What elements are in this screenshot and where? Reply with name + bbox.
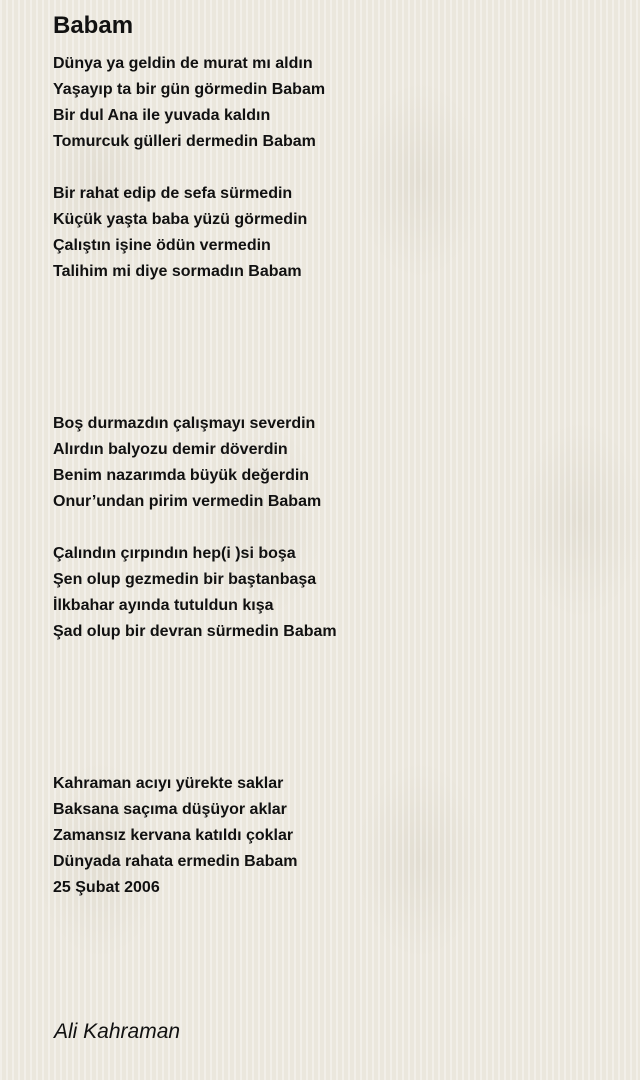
poem-line: Çalıştın işine ödün vermedin [53,237,271,254]
poem-line: Bir rahat edip de sefa sürmedin [53,185,293,202]
poem-line: Benim nazarımda büyük değerdin [53,467,310,484]
poem-author: Ali Kahraman [54,1020,181,1043]
stanza-1 [53,51,325,155]
stanza-3 [53,411,321,515]
poem-line: Zamansız kervana katıldı çoklar [53,827,294,844]
poem-line: Boş durmazdın çalışmayı severdin [53,415,316,432]
poem-line: Talihim mi diye sormadın Babam [53,263,302,280]
poem-line: Bir dul Ana ile yuvada kaldın [53,107,271,124]
poem-line: Küçük yaşta baba yüzü görmedin [53,211,308,228]
poem-line: Dünyada rahata ermedin Babam [53,853,298,870]
stanza-4 [53,541,337,645]
poem-line: İlkbahar ayında tutuldun kışa [53,597,274,614]
poem-line: Kahraman acıyı yürekte saklar [53,775,284,792]
poem-line: Alırdın balyozu demir döverdin [53,441,288,458]
poem-line: Çalındın çırpındın hep(i )si boşa [53,545,296,562]
poem-line: Tomurcuk gülleri dermedin Babam [53,133,316,150]
poem-line: Baksana saçıma düşüyor aklar [53,801,287,818]
poem-line: Onur’undan pirim vermedin Babam [53,493,322,510]
poem-line: Şad olup bir devran sürmedin Babam [53,623,337,640]
poem-line: Şen olup gezmedin bir baştanbaşa [53,571,317,588]
poem-line: Yaşayıp ta bir gün görmedin Babam [53,81,326,98]
poem-date: 25 Şubat 2006 [53,879,160,896]
poem-title: Babam [53,12,134,39]
stanza-2 [53,181,307,285]
stanza-5 [53,771,298,901]
poem-line: Dünya ya geldin de murat mı aldın [53,55,313,72]
